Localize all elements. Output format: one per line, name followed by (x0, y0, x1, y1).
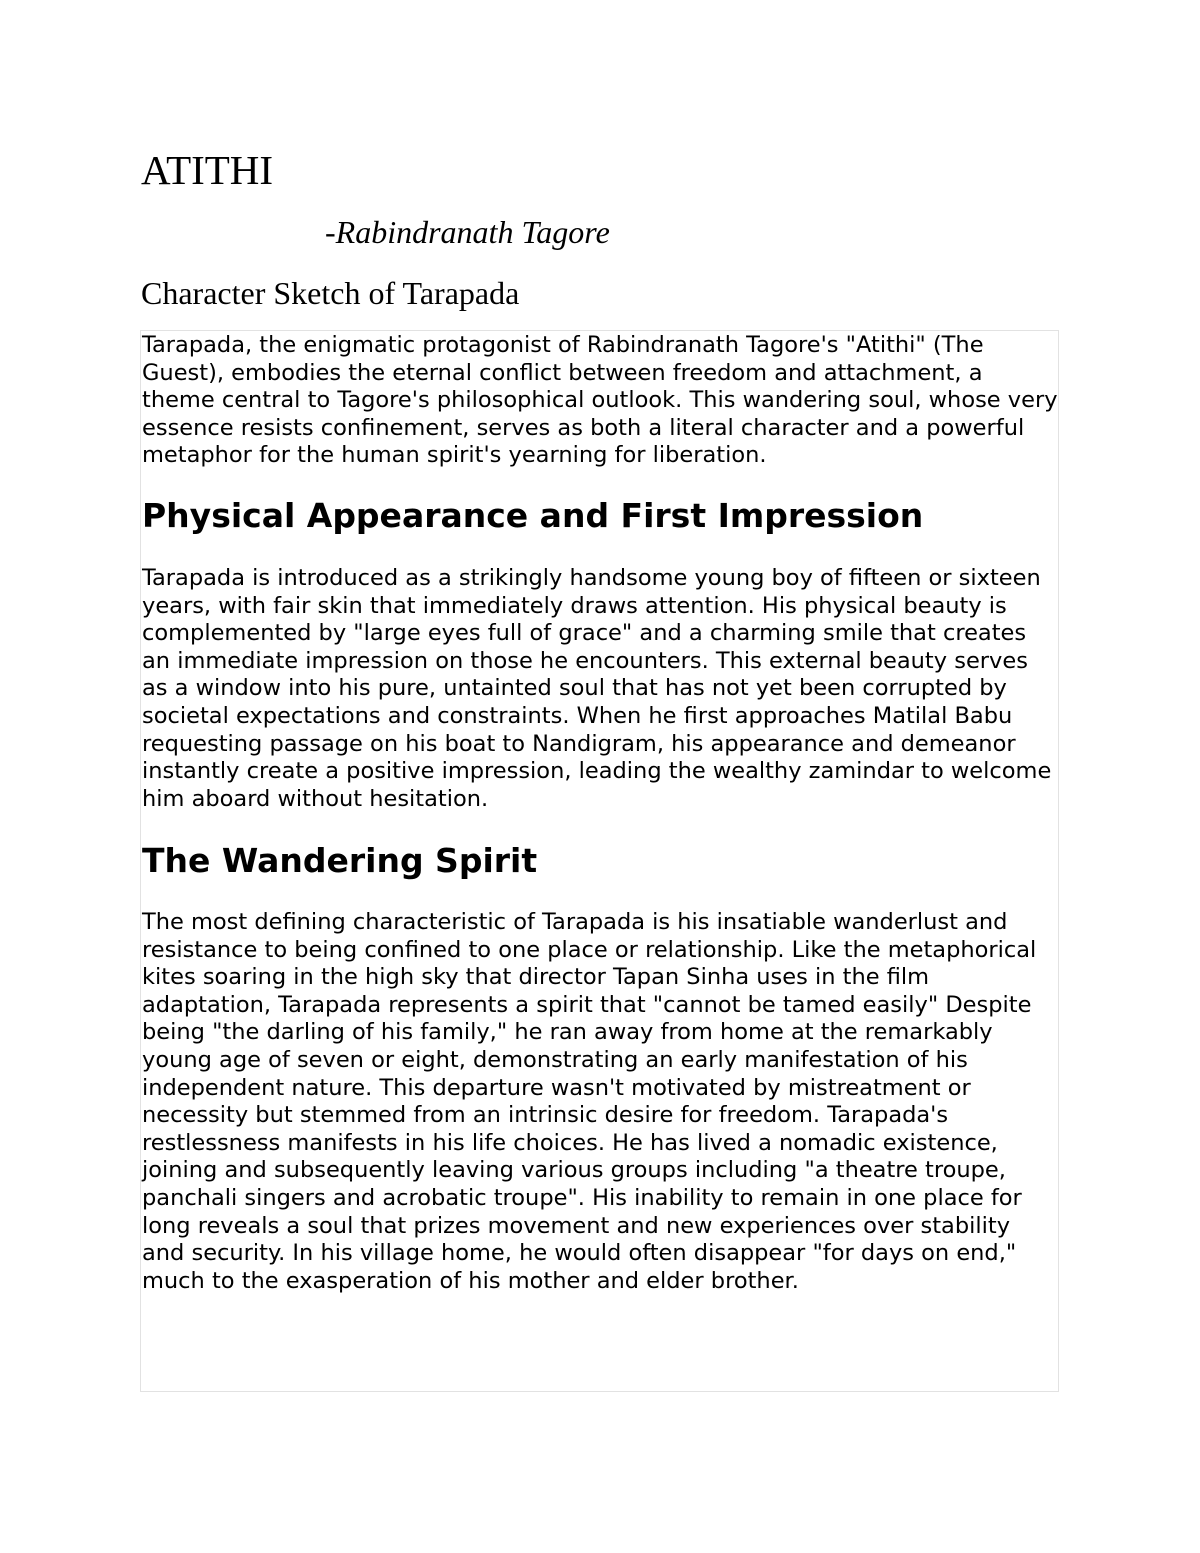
section-heading-wandering-spirit: The Wandering Spirit (142, 841, 538, 880)
section-body-physical-appearance: Tarapada is introduced as a strikingly handsome young boy of fifteen or sixteen years, with fair skin that immediately draws attention. His physical beauty is complemented by "large eyes full of grace" and a charming smile that creates an immediate impression on those he encounters. This external beauty serves as a window into his pure, untainted soul that has not yet been corrupted by societal expectations and constraints. When he first approaches Matilal Babu requesting passage on his boat to Nandigram, his appearance and demeanor instantly create a positive impression, leading the wealthy zamindar to welcome him aboard without hesitation. (142, 565, 1052, 812)
document-subtitle: Character Sketch of Tarapada (141, 275, 520, 311)
author-line: -Rabindranath Tagore (325, 214, 610, 250)
section-body-wandering-spirit: The most defining characteristic of Tarapada is his insatiable wanderlust and resistance to being confined to one place or relationship. Like the metaphorical kites soaring in the high sky that director Tapan Sinha uses in the film adaptation, Tarapada represents a spirit that "cannot be tamed easily" Despite being "the darling of his family," he ran away from home at the remarkably young age of seven or eight, demonstrating an early manifestation of his independent nature. This departure wasn't motivated by mistreatment or necessity but stemmed from an intrinsic desire for freedom. Tarapada's restlessness manifests in his life choices. He has lived a nomadic existence, joining and subsequently leaving various groups including "a theatre troupe, panchali singers and acrobatic troupe". His inability to remain in one place for long reveals a soul that prizes movement and new experiences over stability and security. In his village home, he would often disappear "for days on end," much to the exasperation of his mother and elder brother. (142, 909, 1037, 1294)
content-box (140, 330, 1059, 1392)
section-heading-physical-appearance: Physical Appearance and First Impression (142, 496, 924, 535)
intro-paragraph: Tarapada, the enigmatic protagonist of Rabindranath Tagore's "Atithi" (The Guest), embodies the eternal conflict between freedom and attachment, a theme central to Tagore's philosophical outlook. This wandering soul, whose very essence resists confinement, serves as both a literal character and a powerful metaphor for the human spirit's yearning for liberation. (142, 332, 1058, 469)
document-title: ATITHI (141, 147, 274, 193)
